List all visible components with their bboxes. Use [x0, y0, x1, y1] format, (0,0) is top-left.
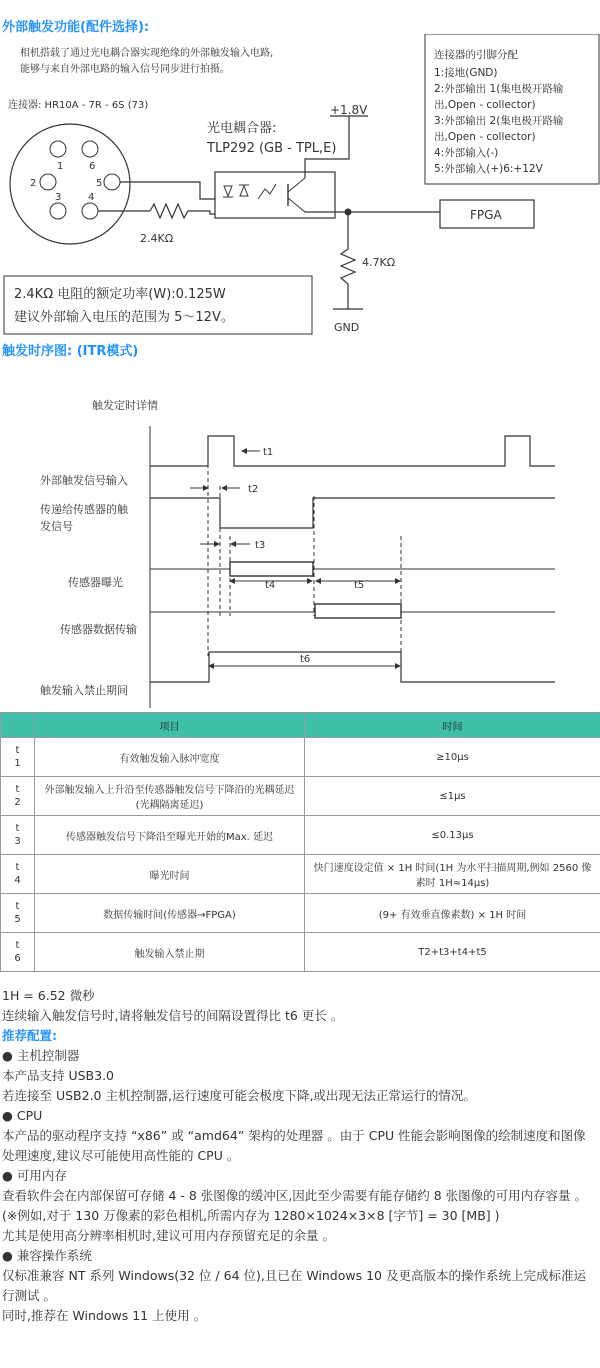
recommend-line: 本产品支持 USB3.0 — [2, 1068, 115, 1083]
t6-label: t6 — [300, 654, 311, 665]
pin-label-2: 2 — [30, 178, 37, 189]
pin-label-1: 1 — [57, 161, 64, 172]
section-title-timing: 触发时序图: (ITR模式) — [2, 344, 139, 359]
recommend-line: 同时,推荐在 Windows 11 上使用 。 — [2, 1308, 207, 1323]
note-line-2: 建议外部输入电压的范围为 5～12V。 — [14, 310, 234, 325]
table-row — [1, 933, 600, 972]
signal-exposure-label: 传感器曝光 — [68, 576, 123, 589]
timing-diagram — [0, 356, 600, 712]
table-header-row — [1, 713, 600, 738]
recommend-list — [2, 1046, 598, 1326]
row-item: 外部触发输入上升沿至传感器触发信号下降沿的光耦延迟(光耦隔离延迟) — [35, 777, 305, 816]
table-header-time: 时间 — [305, 713, 600, 738]
voltage-label: +1.8V — [330, 103, 368, 117]
table-row — [1, 894, 600, 933]
table-row — [1, 855, 600, 894]
row-time: ≤0.13μs — [305, 816, 600, 855]
row-time: (9+ 有效垂直像素数) × 1H 时间 — [305, 894, 600, 933]
row-item: 触发输入禁止期 — [35, 933, 305, 972]
coupler-model: TLP292 (GB - TPL,E) — [207, 141, 337, 156]
row-time: T2+t3+t4+t5 — [305, 933, 600, 972]
row-index: t 1 — [1, 738, 35, 777]
t4-label: t4 — [265, 580, 276, 591]
row-item: 曝光时间 — [35, 855, 305, 894]
pin-label-5: 5 — [96, 178, 103, 189]
t1-label: t1 — [263, 447, 274, 458]
row-index: t 6 — [1, 933, 35, 972]
t3-label: t3 — [255, 540, 266, 551]
signal-inhibit-label: 触发输入禁止期间 — [40, 684, 128, 697]
recommend-line: 查看软件会在内部保留可存储 4 - 8 张图像的缓冲区,因此至少需要有能存储约 8 张图像的可用内存容量 。 — [2, 1188, 588, 1203]
exposure-pulse — [230, 562, 313, 576]
gnd-label: GND — [334, 321, 360, 334]
recommend-line: (※例如,对于 130 万像素的彩色相机,所需内存为 1280×1024×3×8 [字节] = 30 [MB] ) — [2, 1208, 500, 1223]
optocoupler-box — [215, 172, 335, 218]
signal-ext-label: 外部触发信号输入 — [40, 474, 128, 487]
table-row — [1, 738, 600, 777]
fpga-label: FPGA — [470, 208, 502, 222]
resistor-note-box — [4, 276, 312, 334]
note-line-1: 2.4KΩ 电阻的额定功率(W):0.125W — [14, 287, 226, 302]
circuit-desc-2: 能够与来自外部电路的输入信号同步进行拍摄。 — [20, 64, 230, 75]
recommend-head-memory: ● 可用内存 — [2, 1168, 67, 1183]
recommend-head-cpu: ● CPU — [2, 1108, 43, 1123]
light-arrow — [258, 184, 276, 199]
pin-label-6: 6 — [89, 161, 96, 172]
led-diode-2 — [240, 186, 248, 196]
row-index: t 5 — [1, 894, 35, 933]
resistor-4k7 — [341, 212, 355, 309]
row-item: 有效触发输入脉冲宽度 — [35, 738, 305, 777]
recommend-line: 本产品的驱动程序支持 “x86” 或 “amd64” 架构的处理器 。由于 CPU 性能会影响图像的绘制速度和图像处理速度,建议尽可能使用高性能的 CPU 。 — [2, 1128, 586, 1163]
signal-sensor-label-1: 传递给传感器的触 — [40, 503, 128, 516]
signal-transfer-label: 传感器数据传输 — [60, 623, 137, 636]
section-title-recommend: 推荐配置: — [2, 1028, 57, 1043]
row-time: 快门速度设定值 × 1H 时间(1H 为水平扫描周期,例如 2560 像素时 1H≈14μs) — [305, 855, 600, 894]
resistor1-label: 2.4KΩ — [140, 232, 174, 245]
pinbox-line: 3:外部输出 2(集电极开路输 — [434, 115, 564, 127]
signal-ext-waveform — [150, 436, 555, 466]
row-index: t 3 — [1, 816, 35, 855]
pin-label-4: 4 — [88, 192, 95, 203]
timing-spec-table — [0, 712, 600, 972]
t2-label: t2 — [248, 484, 259, 495]
table-header-index — [1, 713, 35, 738]
t5-label: t5 — [354, 580, 365, 591]
row-index: t 2 — [1, 777, 35, 816]
note-1h: 1H = 6.52 微秒 — [2, 988, 95, 1003]
recommend-head-os: ● 兼容操作系统 — [2, 1248, 92, 1263]
recommend-head-host: ● 主机控制器 — [2, 1048, 80, 1063]
recommend-line: 尤其是使用高分辨率相机时,建议可用内存预留充足的余量 。 — [2, 1228, 335, 1243]
resistor2-label: 4.7KΩ — [362, 256, 396, 269]
trigger-circuit-diagram — [0, 34, 600, 344]
table-header-item: 项目 — [35, 713, 305, 738]
transfer-pulse — [315, 604, 401, 618]
connector-outline — [10, 124, 130, 244]
connector-label: 连接器: HR10A - 7R - 6S (73) — [8, 100, 149, 111]
signal-sensor-label-2: 发信号 — [40, 520, 73, 533]
signal-sensor-waveform — [150, 498, 555, 528]
pinbox-line: 1:接地(GND) — [434, 67, 498, 79]
pinbox-line: 4:外部输入(-) — [434, 147, 499, 159]
note-continuous: 连续输入触发信号时,请将触发信号的间隔设置得比 t6 更长 。 — [2, 1008, 344, 1023]
section-title-trigger: 外部触发功能(配件选择): — [2, 20, 150, 35]
row-time: ≥10μs — [305, 738, 600, 777]
row-item: 数据传输时间(传感器→FPGA) — [35, 894, 305, 933]
table-row — [1, 816, 600, 855]
pinbox-line: 2:外部输出 1(集电极开路输 — [434, 83, 564, 95]
pinbox-line: 出,Open - collector) — [434, 131, 536, 143]
row-time: ≤1μs — [305, 777, 600, 816]
pinbox-line: 5:外部输入(+)6:+12V — [434, 163, 543, 175]
recommend-line: 若连接至 USB2.0 主机控制器,运行速度可能会极度下降,或出现无法正常运行的情况。 — [2, 1088, 476, 1103]
table-row — [1, 777, 600, 816]
row-index: t 4 — [1, 855, 35, 894]
led-diode-1 — [224, 186, 232, 196]
pinbox-title: 连接器的引脚分配 — [434, 49, 518, 61]
signal-inhibit-waveform — [150, 652, 555, 682]
coupler-label: 光电耦合器: — [207, 121, 277, 136]
diagram-title: 触发定时详情 — [92, 399, 158, 412]
resistor-2k4 — [150, 204, 215, 218]
circuit-desc-1: 相机搭载了通过光电耦合器实现绝缘的外部触发输入电路, — [20, 48, 274, 59]
pinbox-line: 出,Open - collector) — [434, 99, 536, 111]
row-item: 传感器触发信号下降沿至曝光开始的Max. 延迟 — [35, 816, 305, 855]
recommend-line: 仅标准兼容 NT 系列 Windows(32 位 / 64 位),且已在 Windows 10 及更高版本的操作系统上完成标准运行测试 。 — [2, 1268, 586, 1303]
pin-label-3: 3 — [55, 192, 62, 203]
